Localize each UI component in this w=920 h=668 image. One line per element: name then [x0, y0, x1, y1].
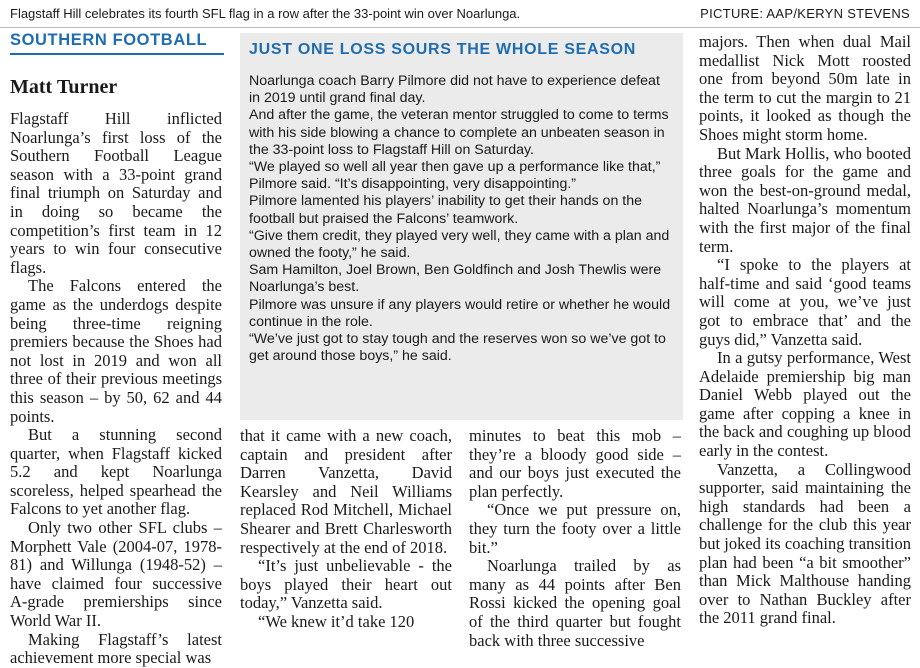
sidebar-paragraph: “Give them credit, they played very well, they came with a plan and owned the footy,” he said. [249, 227, 670, 262]
article-paragraph: Noarlunga trailed by as many as 44 points after Ben Rossi kicked the opening goal of the third quarter but fought back with three successive [469, 556, 681, 650]
section-underline [10, 53, 224, 55]
article-paragraph: minutes to beat this mob – they’re a bloody good side – and our boys just executed the plan perfectly. [469, 426, 681, 501]
article-column-3 [469, 426, 681, 650]
sidebar-box [240, 33, 683, 420]
sidebar-title: JUST ONE LOSS SOURS THE WHOLE SEASON [249, 41, 637, 58]
article-paragraph: Only two other SFL clubs – Morphett Vale (2004-07, 1978-81) and Willunga (1948-52) – have claimed four successive A-grade premierships since World War II. [10, 518, 222, 631]
caption-divider [0, 27, 920, 28]
article-paragraph: But Mark Hollis, who booted three goals for the game and won the best-on-ground medal, halted Noarlunga’s momentum with the first major of the final term. [699, 143, 911, 256]
article-paragraph: that it came with a new coach, captain and president after Darren Vanzetta, David Kearsley and Neil Williams replaced Rod Mitchell, Michael Shearer and Brett Charlesworth respectively at the end of 2018. [240, 426, 452, 557]
article-paragraph: majors. Then when dual Mail medallist Nick Mott roosted one from beyond 50m late in the term to cut the margin to 21 points, it looked as though the Shoes might storm home. [699, 32, 911, 144]
article-paragraph: “I spoke to the players at half-time and said ‘good teams will come at you, we’ve just got to embrace that’ and the guys did,” Vanzetta said. [699, 255, 911, 349]
article-column-4 [699, 33, 911, 644]
section-label: SOUTHERN FOOTBALL [10, 31, 208, 49]
article-paragraph: “It’s just unbelievable - the boys played their heart out today,” Vanzetta said. [240, 556, 452, 613]
photo-caption: Flagstaff Hill celebrates its fourth SFL flag in a row after the 33-point win over Noarlunga. [10, 6, 521, 21]
author-byline: Matt Turner [10, 76, 118, 98]
sidebar-paragraph: Pilmore lamented his players’ inability to get their hands on the football but praised the Falcons’ teamwork. [249, 193, 642, 227]
article-column-1 [10, 109, 222, 668]
article-paragraph: “We knew it’d take 120 [258, 611, 415, 631]
sidebar-paragraph: Noarlunga coach Barry Pilmore did not have to experience defeat in 2019 until grand final day. [249, 73, 660, 107]
article-paragraph: In a gutsy performance, West Adelaide premiership big man Daniel Webb played out the game after copping a knee in the back and coughing up blood early in the contest. [699, 348, 911, 461]
article-paragraph: The Falcons entered the game as the underdogs despite being three-time reigning premiers because the Shoes had not lost in 2019 and won all three of their previous meetings this season – by 50, 62 and 44 points. [10, 276, 222, 426]
article-paragraph: Flagstaff Hill inflicted Noarlunga’s first loss of the Southern Football League season with a 33-point grand final triumph on Saturday and in doing so became the competition’s first team in 12 years to win four consecutive flags. [10, 109, 222, 277]
photo-caption-bar [0, 0, 920, 28]
sidebar-paragraph: “We played so well all year then gave up a performance like that,” Pilmore said. “It’s disappointing, very disappointing.” [249, 159, 661, 193]
sidebar-paragraph: And after the game, the veteran mentor struggled to come to terms with his side blowing a chance to complete an unbeaten season in the 33-point loss to Flagstaff Hill on Saturday. [249, 107, 669, 158]
article-paragraph: Vanzetta, a Collingwood supporter, said maintaining the high standards had been a challenge for the club this year but joked its coaching transition plan had been “a bit smoother” than Mick Malthouse handing over to Nathan Buckley after the 2011 grand final. [699, 459, 911, 628]
sidebar-paragraph: Pilmore was unsure if any players would retire or whether he would continue in the role. [249, 296, 671, 330]
article-paragraph: Making Flagstaff’s latest achievement more special was [10, 629, 222, 668]
sidebar-paragraph: “We’ve just got to stay tough and the reserves won so we’ve got to get around those boys,” he said. [249, 331, 666, 365]
article-paragraph: “Once we put pressure on, they turn the footy over a little bit.” [469, 500, 681, 557]
sidebar-body [249, 73, 674, 365]
photo-credit: PICTURE: AAP/KERYN STEVENS [700, 6, 910, 21]
sidebar-paragraph: Sam Hamilton, Joel Brown, Ben Goldfinch and Josh Thewlis were Noarlunga’s best. [249, 262, 662, 296]
article-paragraph: But a stunning second quarter, when Flagstaff kicked 5.2 and kept Noarlunga scoreless, helped spearhead the Falcons to yet another flag. [10, 425, 222, 519]
article-column-2 [240, 427, 452, 644]
